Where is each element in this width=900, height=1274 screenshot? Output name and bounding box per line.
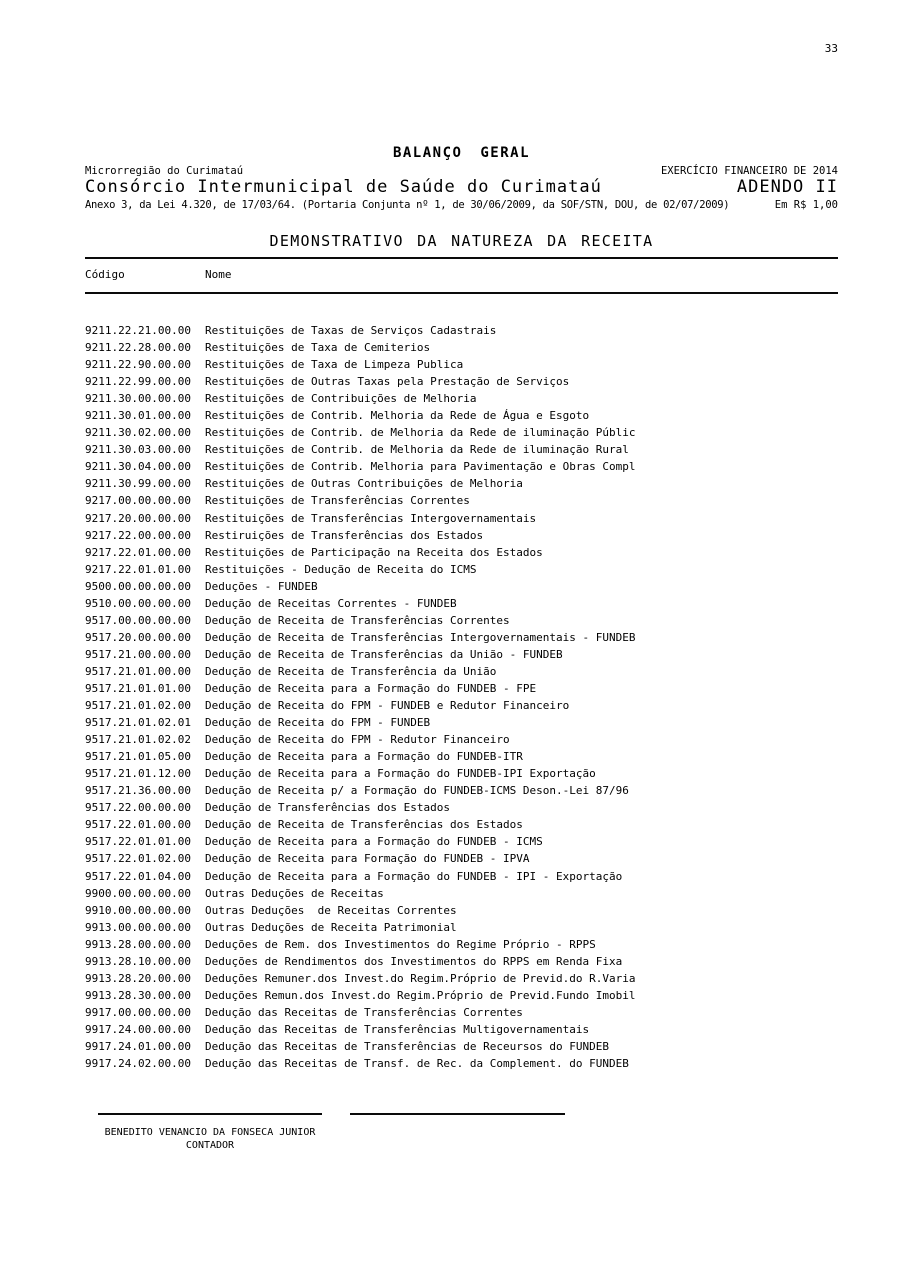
entity-region: Microrregião do Curimataú	[85, 165, 244, 177]
table-row	[85, 987, 838, 1004]
codigo-cell: 9517.21.01.05.00	[85, 750, 191, 764]
entity-name: Consórcio Intermunicipal de Saúde do Curimataú	[85, 177, 602, 197]
codigo-cell: 9211.30.02.00.00	[85, 426, 191, 440]
signature-line-left	[98, 1113, 322, 1115]
receita-table-body	[85, 322, 838, 1072]
nome-cell: Restituições de Taxa de Cemiterios	[205, 341, 431, 355]
table-row	[85, 663, 838, 680]
codigo-cell: 9917.00.00.00.00	[85, 1005, 191, 1019]
codigo-cell: 9211.22.90.00.00	[85, 358, 191, 372]
codigo-cell: 9917.24.01.00.00	[85, 1039, 191, 1053]
nome-cell: Restituições de Transferências Intergovernamentais	[205, 511, 537, 525]
codigo-cell: 9913.28.30.00.00	[85, 988, 191, 1002]
nome-cell: Dedução de Receitas Correntes - FUNDEB	[205, 596, 457, 610]
codigo-cell: 9517.21.00.00.00	[85, 647, 191, 661]
table-row	[85, 765, 838, 782]
table-row	[85, 1038, 838, 1055]
nome-cell: Dedução de Receita para a Formação do FUNDEB - ICMS	[205, 835, 543, 849]
codigo-cell: 9917.24.02.00.00	[85, 1057, 191, 1071]
table-row	[85, 816, 838, 833]
codigo-cell: 9211.22.99.00.00	[85, 375, 191, 389]
table-row	[85, 748, 838, 765]
codigo-cell: 9913.28.10.00.00	[85, 954, 191, 968]
table-row	[85, 850, 838, 867]
nome-cell: Dedução de Receita para a Formação do FUNDEB - FPE	[205, 681, 537, 695]
table-row	[85, 953, 838, 970]
nome-cell: Restituições de Taxa de Limpeza Publica	[205, 358, 464, 372]
table-row	[85, 646, 838, 663]
statement-title: DEMONSTRATIVO DA NATUREZA DA RECEITA	[269, 232, 654, 250]
nome-cell: Outras Deduções de Receitas Correntes	[205, 903, 457, 917]
table-row	[85, 510, 838, 527]
header-line-region	[85, 165, 838, 177]
codigo-cell: 9217.00.00.00.00	[85, 494, 191, 508]
table-row	[85, 1004, 838, 1021]
table-row	[85, 475, 838, 492]
nome-cell: Restituições de Contrib. Melhoria para Pavimentação e Obras Compl	[205, 460, 636, 474]
table-row	[85, 902, 838, 919]
codigo-cell: 9517.21.01.12.00	[85, 767, 191, 781]
table-row	[85, 373, 838, 390]
table-row	[85, 544, 838, 561]
nome-cell: Dedução das Receitas de Transferências Correntes	[205, 1005, 523, 1019]
table-row	[85, 799, 838, 816]
signer-title: CONTADOR	[185, 1140, 235, 1151]
nome-cell: Dedução de Receita para a Formação do FUNDEB-ITR	[205, 750, 523, 764]
codigo-cell: 9517.22.01.01.00	[85, 835, 191, 849]
nome-cell: Dedução de Receita de Transferência da União	[205, 664, 497, 678]
codigo-cell: 9517.21.01.01.00	[85, 681, 191, 695]
nome-cell: Dedução de Receita p/ a Formação do FUNDEB-ICMS Deson.-Lei 87/96	[205, 784, 629, 798]
codigo-cell: 9217.22.01.00.00	[85, 545, 191, 559]
nome-cell: Restituições de Contrib. de Melhoria da Rede de iluminação Públic	[205, 426, 636, 440]
table-row	[85, 919, 838, 936]
nome-cell: Dedução de Receita para a Formação do FUNDEB-IPI Exportação	[205, 767, 596, 781]
table-row	[85, 424, 838, 441]
nome-cell: Dedução de Receita do FPM - FUNDEB	[205, 716, 431, 730]
nome-cell: Restituições de Taxas de Serviços Cadastrais	[205, 324, 497, 337]
codigo-cell: 9217.22.01.01.00	[85, 562, 191, 576]
nome-cell: Restituições de Outras Contribuições de Melhoria	[205, 477, 523, 491]
codigo-cell: 9211.30.04.00.00	[85, 460, 191, 474]
codigo-cell: 9517.21.01.02.00	[85, 699, 191, 713]
nome-cell: Dedução de Receita do FPM - FUNDEB e Redutor Financeiro	[205, 699, 570, 713]
nome-cell: Dedução de Receita de Transferências Correntes	[205, 613, 510, 627]
table-row	[85, 680, 838, 697]
codigo-cell: 9517.22.01.04.00	[85, 869, 191, 883]
nome-cell: Deduções de Rendimentos dos Investimentos do RPPS em Renda Fixa	[205, 954, 623, 968]
nome-cell: Restituições de Transferências Correntes	[205, 494, 470, 508]
signature-block-contador	[98, 1113, 322, 1152]
codigo-cell: 9517.22.01.02.00	[85, 852, 191, 866]
nome-cell: Deduções de Rem. dos Investimentos do Regime Próprio - RPPS	[205, 937, 596, 951]
column-header-nome: Nome	[205, 268, 232, 281]
nome-cell: Restituições de Outras Taxas pela Prestação de Serviços	[205, 375, 570, 389]
nome-cell: Restituições de Participação na Receita dos Estados	[205, 545, 543, 559]
table-row	[85, 885, 838, 902]
signature-area	[85, 1113, 838, 1173]
codigo-cell: 9910.00.00.00.00	[85, 903, 191, 917]
exercise-year: EXERCÍCIO FINANCEIRO DE 2014	[660, 165, 838, 177]
header-line-entity	[85, 177, 838, 197]
codigo-cell: 9517.21.01.02.01	[85, 716, 191, 730]
codigo-cell: 9913.28.20.00.00	[85, 971, 191, 985]
table-row	[85, 833, 838, 850]
table-row	[85, 578, 838, 595]
codigo-cell: 9517.21.36.00.00	[85, 784, 191, 798]
table-row	[85, 1055, 838, 1072]
codigo-cell: 9500.00.00.00.00	[85, 579, 191, 593]
column-header-codigo: Código	[85, 268, 125, 281]
codigo-cell: 9510.00.00.00.00	[85, 596, 191, 610]
codigo-cell: 9211.22.21.00.00	[85, 324, 191, 337]
table-row	[85, 356, 838, 373]
nome-cell: Restituições de Contrib. Melhoria da Rede de Água e Esgoto	[205, 409, 590, 423]
nome-cell: Dedução de Receita de Transferências dos Estados	[205, 818, 523, 832]
nome-cell: Dedução das Receitas de Transf. de Rec. da Complement. do FUNDEB	[205, 1057, 629, 1071]
table-row	[85, 936, 838, 953]
nome-cell: Restituições - Dedução de Receita do ICMS	[205, 562, 477, 576]
table-row	[85, 492, 838, 509]
table-row	[85, 322, 838, 339]
nome-cell: Restituições de Contribuições de Melhoria	[205, 392, 477, 406]
codigo-cell: 9517.21.01.02.02	[85, 733, 191, 747]
nome-cell: Deduções - FUNDEB	[205, 579, 318, 593]
nome-cell: Restituições de Contrib. de Melhoria da Rede de iluminação Rural	[205, 443, 629, 457]
table-row	[85, 595, 838, 612]
codigo-cell: 9217.20.00.00.00	[85, 511, 191, 525]
report-content	[85, 0, 838, 1274]
nome-cell: Dedução de Receita de Transferências da União - FUNDEB	[205, 647, 563, 661]
table-row	[85, 697, 838, 714]
signer-name: BENEDITO VENANCIO DA FONSECA JUNIOR	[104, 1127, 316, 1138]
codigo-cell: 9517.20.00.00.00	[85, 630, 191, 644]
table-row	[85, 612, 838, 629]
nome-cell: Dedução de Receita para Formação do FUNDEB - IPVA	[205, 852, 530, 866]
header-line-legal	[85, 199, 838, 211]
table-row	[85, 441, 838, 458]
table-row	[85, 561, 838, 578]
codigo-cell: 9211.30.03.00.00	[85, 443, 191, 457]
table-row	[85, 527, 838, 544]
legal-reference: Anexo 3, da Lei 4.320, de 17/03/64. (Portaria Conjunta nº 1, de 30/06/2009, da SOF/STN, DOU, de 02/07/2009)	[85, 199, 730, 211]
table-row	[85, 970, 838, 987]
codigo-cell: 9900.00.00.00.00	[85, 886, 191, 900]
codigo-cell: 9211.30.99.00.00	[85, 477, 191, 491]
nome-cell: Dedução de Receita do FPM - Redutor Financeiro	[205, 733, 510, 747]
signature-block-blank	[350, 1113, 565, 1115]
nome-cell: Dedução de Receita para a Formação do FUNDEB - IPI - Exportação	[205, 869, 623, 883]
nome-cell: Dedução de Transferências dos Estados	[205, 801, 451, 815]
page-number: 33	[824, 42, 838, 55]
table-row	[85, 390, 838, 407]
nome-cell: Restiruições de Transferências dos Estados	[205, 528, 484, 542]
table-row	[85, 407, 838, 424]
table-row	[85, 868, 838, 885]
table-row	[85, 629, 838, 646]
codigo-cell: 9517.00.00.00.00	[85, 613, 191, 627]
codigo-cell: 9211.30.01.00.00	[85, 409, 191, 423]
nome-cell: Deduções Remun.dos Invest.do Regim.Próprio de Previd.Fundo Imobil	[205, 988, 636, 1002]
codigo-cell: 9517.21.01.00.00	[85, 664, 191, 678]
codigo-cell: 9913.00.00.00.00	[85, 920, 191, 934]
codigo-cell: 9217.22.00.00.00	[85, 528, 191, 542]
codigo-cell: 9211.30.00.00.00	[85, 392, 191, 406]
adendo-label: ADENDO II	[736, 177, 838, 197]
codigo-cell: 9517.22.01.00.00	[85, 818, 191, 832]
nome-cell: Dedução das Receitas de Transferências Multigovernamentais	[205, 1022, 590, 1036]
signature-line-right	[350, 1113, 565, 1115]
table-header-rule	[85, 292, 838, 294]
table-column-headers	[85, 268, 838, 281]
table-row	[85, 714, 838, 731]
codigo-cell: 9913.28.00.00.00	[85, 937, 191, 951]
nome-cell: Dedução de Receita de Transferências Intergovernamentais - FUNDEB	[205, 630, 636, 644]
report-main-title: BALANÇO GERAL	[392, 145, 531, 161]
nome-cell: Deduções Remuner.dos Invest.do Regim.Próprio de Previd.do R.Varia	[205, 971, 636, 985]
table-row	[85, 339, 838, 356]
table-top-rule	[85, 257, 838, 259]
table-row	[85, 1021, 838, 1038]
table-row	[85, 458, 838, 475]
codigo-cell: 9211.22.28.00.00	[85, 341, 191, 355]
nome-cell: Outras Deduções de Receitas	[205, 886, 384, 900]
codigo-cell: 9917.24.00.00.00	[85, 1022, 191, 1036]
codigo-cell: 9517.22.00.00.00	[85, 801, 191, 815]
nome-cell: Outras Deduções de Receita Patrimonial	[205, 920, 457, 934]
table-row	[85, 731, 838, 748]
currency-note: Em R$ 1,00	[774, 199, 838, 211]
nome-cell: Dedução das Receitas de Transferências de Receursos do FUNDEB	[205, 1039, 609, 1053]
table-row	[85, 782, 838, 799]
